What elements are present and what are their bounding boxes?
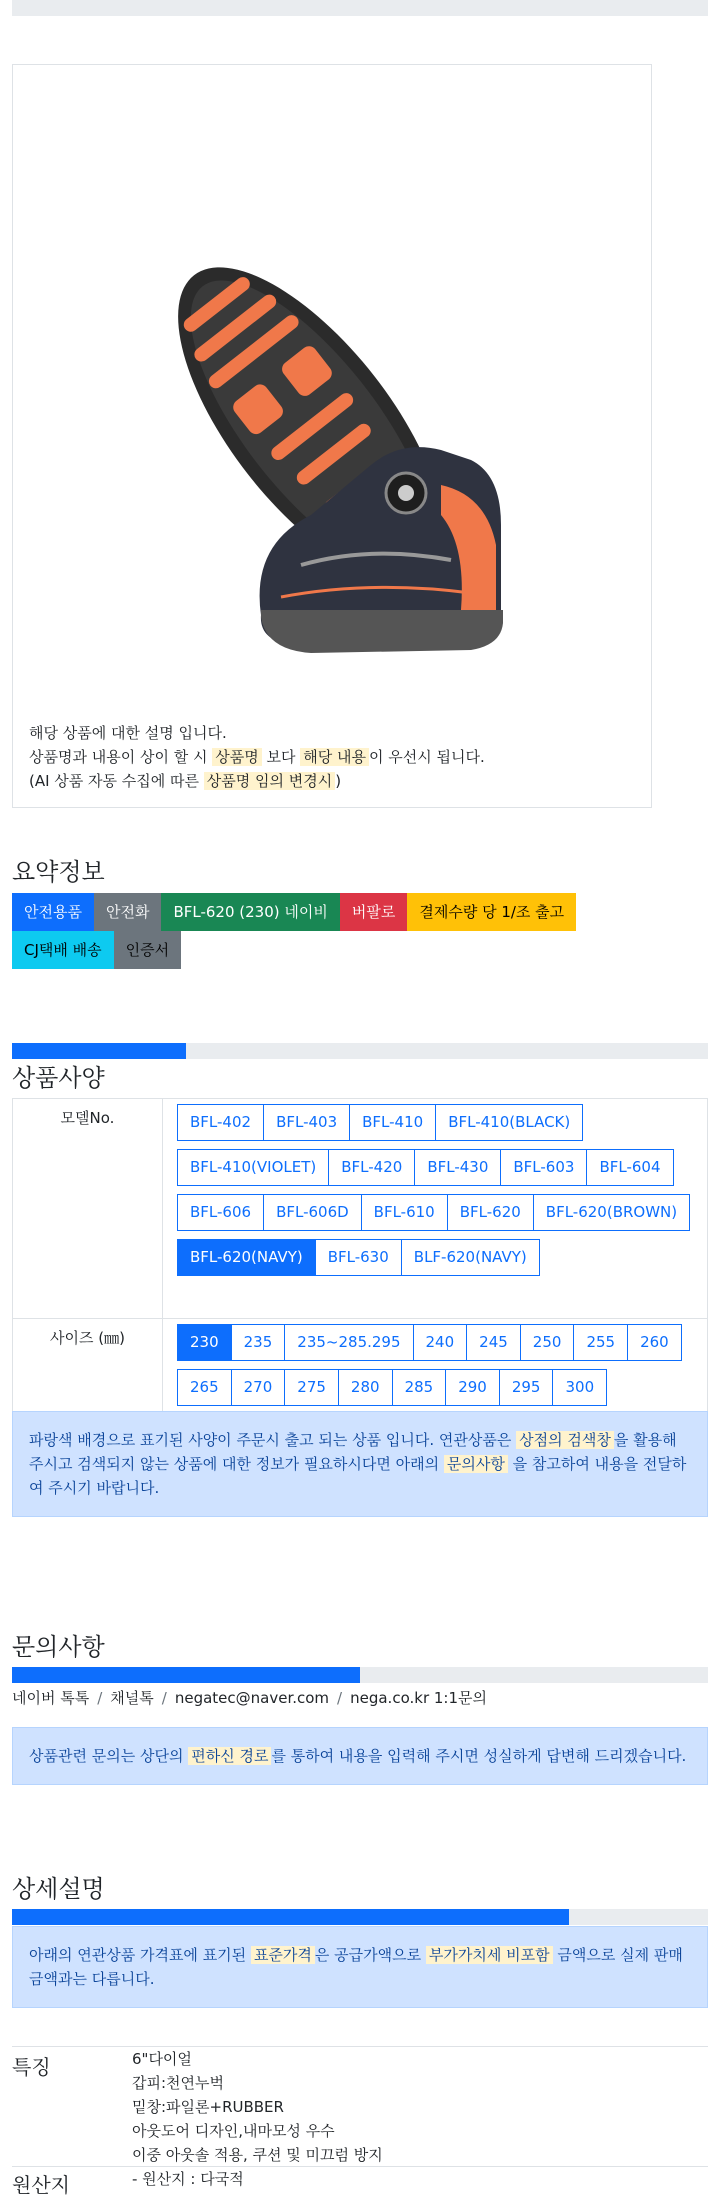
- feature-item: 밑창:파일론+RUBBER: [132, 2098, 284, 2116]
- size-option-button[interactable]: 270: [231, 1369, 286, 1406]
- model-option-button[interactable]: BFL-630: [315, 1239, 402, 1276]
- size-options: [163, 1319, 707, 1411]
- model-label: 모델No.: [13, 1099, 163, 1319]
- badge-certificate[interactable]: 인증서: [114, 931, 181, 969]
- spec-notice: 파랑색 배경으로 표기된 사양이 주문시 출고 되는 상품 입니다. 연관상품은 상점의 검색창 을 활용해 주시고 검색되지 않는 상품에 대한 정보가 필요하시다면 아래의 문의사항 을 참고하여 내용을 전달하여 주시기 바랍니다.: [12, 1411, 708, 1517]
- model-option-button[interactable]: BFL-410: [349, 1104, 436, 1141]
- detail-progress-fill: [12, 1909, 569, 1925]
- model-option-button[interactable]: BFL-403: [263, 1104, 350, 1141]
- feature-item: 이중 아웃솔 적용, 쿠션 및 미끄럼 방지: [132, 2146, 383, 2164]
- product-description: [29, 721, 485, 793]
- desc-line-1: 해당 상품에 대한 설명 입니다.: [29, 724, 227, 742]
- size-option-button[interactable]: 285: [392, 1369, 447, 1406]
- size-option-button[interactable]: 235: [231, 1324, 286, 1361]
- size-option-button[interactable]: 260: [627, 1324, 682, 1361]
- safety-shoe-image: [141, 225, 541, 725]
- size-option-button[interactable]: 235~285.295: [284, 1324, 413, 1361]
- model-option-button[interactable]: BLF-620(NAVY): [401, 1239, 540, 1276]
- size-option-button[interactable]: 255: [573, 1324, 628, 1361]
- features-row: [12, 2046, 708, 2168]
- size-option-button[interactable]: 280: [338, 1369, 393, 1406]
- model-option-button[interactable]: BFL-410(VIOLET): [177, 1149, 329, 1186]
- model-option-button[interactable]: BFL-410(BLACK): [435, 1104, 583, 1141]
- detail-notice: 아래의 연관상품 가격표에 표기된 표준가격 은 공급가액으로 부가가치세 비포함 금액으로 실제 판매금액과는 다릅니다.: [12, 1926, 708, 2008]
- size-option-button[interactable]: 300: [552, 1369, 607, 1406]
- size-option-button[interactable]: 250: [520, 1324, 575, 1361]
- inquiry-notice: 상품관련 문의는 상단의 편하신 경로 를 통하여 내용을 입력해 주시면 성실하게 답변해 드리겠습니다.: [12, 1727, 708, 1785]
- summary-badges: [12, 893, 708, 969]
- channel-channeltalk[interactable]: 채널톡: [110, 1689, 154, 1707]
- desc-line-2: 상품명과 내용이 상이 할 시 상품명 보다 해당 내용 이 우선시 됩니다.: [29, 748, 485, 766]
- features-list: [132, 2047, 383, 2167]
- model-option-button[interactable]: BFL-603: [500, 1149, 587, 1186]
- feature-item: 아웃도어 디자인,내마모성 우수: [132, 2122, 335, 2140]
- spec-table: [12, 1098, 708, 1412]
- size-option-button[interactable]: 240: [413, 1324, 468, 1361]
- origin-row: [12, 2166, 708, 2199]
- origin-label: 원산지: [12, 2173, 70, 2197]
- badge-quantity[interactable]: 결제수량 당 1/조 출고: [407, 893, 576, 931]
- model-option-button[interactable]: BFL-604: [586, 1149, 673, 1186]
- model-option-button[interactable]: BFL-430: [414, 1149, 501, 1186]
- size-option-button[interactable]: 265: [177, 1369, 232, 1406]
- detail-progress: [12, 1909, 708, 1925]
- model-options: [163, 1099, 707, 1281]
- top-progress-bar: [12, 0, 708, 16]
- badge-subcategory[interactable]: 안전화: [94, 893, 161, 931]
- model-option-button[interactable]: BFL-620(BROWN): [533, 1194, 690, 1231]
- size-option-button[interactable]: 245: [466, 1324, 521, 1361]
- model-option-button[interactable]: BFL-606: [177, 1194, 264, 1231]
- features-label: 특징: [12, 2055, 51, 2079]
- badge-category[interactable]: 안전용품: [12, 893, 94, 931]
- detail-title: 상세설명: [12, 1875, 105, 1903]
- summary-title: 요약정보: [12, 858, 105, 886]
- inquiry-channels: 네이버 톡톡 / 채널톡 / negatec@naver.com / nega.co.kr 1:1문의: [12, 1689, 487, 1707]
- channel-naver-talk[interactable]: 네이버 톡톡: [12, 1689, 90, 1707]
- feature-item: 갑피:천연누벅: [132, 2074, 224, 2092]
- badge-product[interactable]: BFL-620 (230) 네이비: [161, 893, 339, 931]
- spec-progress: [12, 1043, 708, 1059]
- origin-value: - 원산지 : 다국적: [132, 2170, 244, 2188]
- model-option-button[interactable]: BFL-610: [361, 1194, 448, 1231]
- product-image-card: [12, 64, 652, 808]
- channel-email[interactable]: negatec@naver.com: [174, 1689, 330, 1707]
- inquiry-progress: [12, 1667, 708, 1683]
- inquiry-progress-fill: [12, 1667, 360, 1683]
- model-option-button[interactable]: BFL-620(NAVY): [177, 1239, 316, 1276]
- inquiry-title: 문의사항: [12, 1633, 105, 1661]
- channel-site-inquiry[interactable]: nega.co.kr 1:1문의: [350, 1689, 487, 1707]
- spec-title: 상품사양: [12, 1064, 105, 1092]
- badge-shipping[interactable]: CJ택배 배송: [12, 931, 114, 969]
- size-option-button[interactable]: 290: [445, 1369, 500, 1406]
- size-option-button[interactable]: 275: [284, 1369, 339, 1406]
- spec-progress-fill: [12, 1043, 186, 1059]
- model-option-button[interactable]: BFL-402: [177, 1104, 264, 1141]
- model-option-button[interactable]: BFL-420: [328, 1149, 415, 1186]
- feature-item: 6"다이얼: [132, 2050, 192, 2068]
- size-option-button[interactable]: 230: [177, 1324, 232, 1361]
- model-option-button[interactable]: BFL-620: [447, 1194, 534, 1231]
- desc-line-3: (AI 상품 자동 수집에 따른 상품명 임의 변경시 ): [29, 772, 342, 790]
- badge-brand[interactable]: 버팔로: [340, 893, 407, 931]
- size-label: 사이즈 (㎜): [13, 1319, 163, 1412]
- size-option-button[interactable]: 295: [499, 1369, 554, 1406]
- model-option-button[interactable]: BFL-606D: [263, 1194, 362, 1231]
